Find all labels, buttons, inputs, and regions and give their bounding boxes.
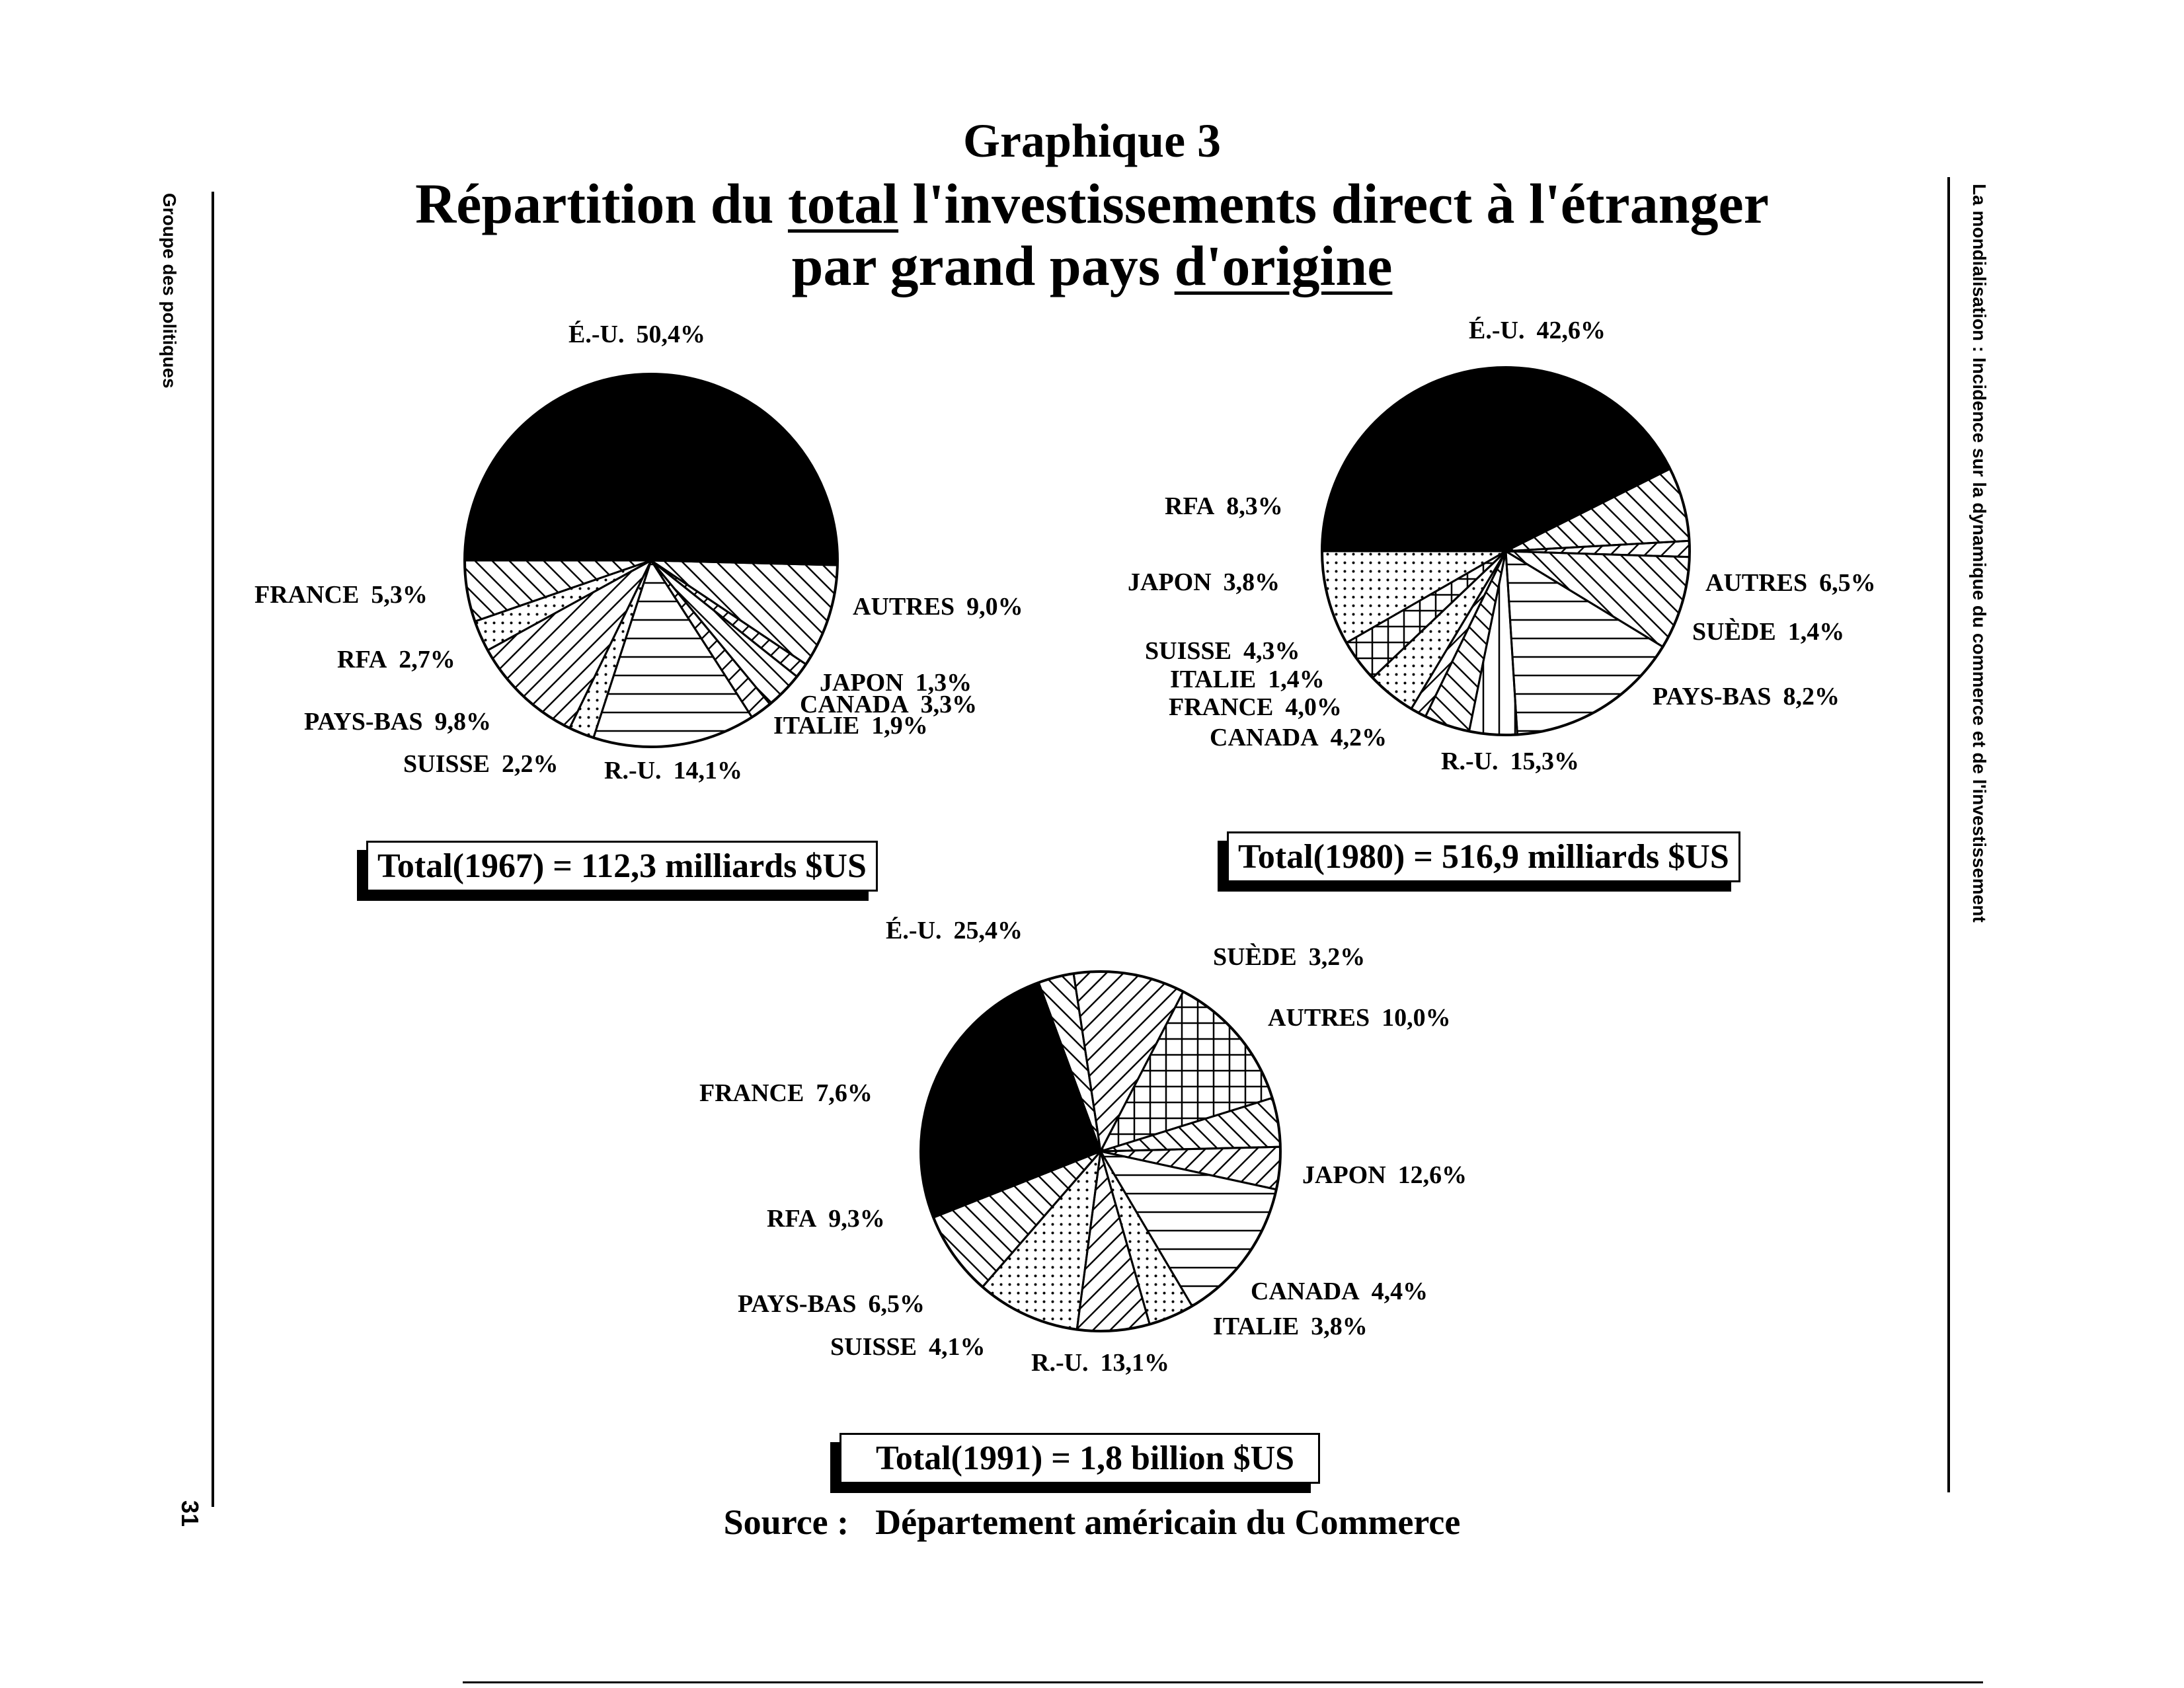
slice-label-value: 4,3%: [1243, 637, 1300, 665]
slice-label-e-u: [568, 321, 705, 348]
pie-slice-e-u: [465, 374, 838, 565]
slice-label-name: RFA: [337, 646, 387, 673]
slice-label-name: RFA: [767, 1205, 817, 1233]
slice-label-value: 15,3%: [1510, 748, 1580, 775]
slice-label-canada: [1210, 724, 1387, 751]
chart-label: Graphique 3: [962, 114, 1222, 167]
slice-label-suede: [1692, 618, 1844, 646]
slice-label-autres: [1268, 1004, 1451, 1032]
slice-label-name: JAPON: [820, 669, 904, 697]
slice-label-value: 1,4%: [1787, 618, 1845, 646]
slice-label-value: 3,8%: [1311, 1313, 1368, 1340]
slice-label-name: ITALIE: [1213, 1313, 1300, 1340]
slice-label-name: AUTRES: [1705, 569, 1808, 597]
slice-label-italie: [1213, 1313, 1368, 1340]
slice-label-name: ITALIE: [1170, 666, 1257, 693]
slice-label-e-u: [1469, 317, 1606, 344]
slice-label-value: 13,1%: [1100, 1349, 1170, 1377]
title-underlined-word: total: [787, 172, 899, 235]
slice-label-value: 10,0%: [1382, 1004, 1451, 1032]
slice-label-value: 8,2%: [1783, 683, 1840, 710]
total-1980-box: Total(1980) = 516,9 milliards $US: [1227, 831, 1740, 882]
total-1967-box: Total(1967) = 112,3 milliards $US: [366, 841, 878, 892]
slice-label-name: JAPON: [1128, 568, 1212, 596]
slice-label-suisse: [403, 750, 558, 778]
slice-label-value: 4,1%: [928, 1333, 986, 1361]
slice-label-value: 1,3%: [915, 669, 972, 697]
pie-chart-1: [254, 321, 1023, 785]
slice-label-value: 12,6%: [1397, 1161, 1467, 1189]
slice-label-pays-bas: [738, 1290, 925, 1318]
slice-label-canada: [1251, 1278, 1428, 1305]
slice-label-name: FRANCE: [699, 1079, 804, 1107]
slice-label-france: [1169, 693, 1342, 721]
slice-label-france: [254, 581, 428, 609]
slice-label-value: 4,4%: [1371, 1278, 1428, 1305]
slice-label-value: 6,5%: [868, 1290, 925, 1318]
slice-label-name: É.-U.: [886, 917, 942, 944]
slice-label-name: RFA: [1165, 492, 1215, 520]
slice-label-name: R.-U.: [1441, 748, 1499, 775]
slice-label-name: PAYS-BAS: [1653, 683, 1772, 710]
pie-chart-2: [1128, 317, 1876, 775]
slice-label-value: 1,4%: [1268, 666, 1325, 693]
title-text: l'investissements direct à l'étranger: [898, 172, 1769, 235]
slice-label-pays-bas: [1653, 683, 1840, 710]
slice-label-value: 4,0%: [1285, 693, 1342, 721]
slice-label-value: 2,7%: [399, 646, 455, 673]
slice-label-value: 6,5%: [1819, 569, 1876, 597]
slice-label-name: SUÈDE: [1692, 618, 1776, 646]
source-note: [0, 1502, 2184, 1543]
pie-chart-3: [699, 917, 1467, 1377]
slice-label-value: 9,8%: [434, 708, 491, 736]
slice-label-name: SUISSE: [403, 750, 490, 778]
slice-label-rfa: [1165, 492, 1283, 520]
slice-label-name: AUTRES: [853, 593, 955, 621]
slice-label-value: 3,8%: [1223, 568, 1280, 596]
slice-label-r-u: [1441, 748, 1579, 775]
slice-label-name: CANADA: [1251, 1278, 1360, 1305]
page-number: 31: [176, 1500, 204, 1527]
slice-label-name: PAYS-BAS: [304, 708, 423, 736]
slice-label-name: ITALIE: [773, 712, 860, 740]
slice-label-italie: [1170, 666, 1325, 693]
slice-label-name: SUISSE: [830, 1333, 917, 1361]
slice-label-value: 9,0%: [966, 593, 1023, 621]
slice-label-suisse: [830, 1333, 985, 1361]
slice-label-name: É.-U.: [568, 321, 625, 348]
slice-label-name: AUTRES: [1268, 1004, 1370, 1032]
slice-label-value: 25,4%: [953, 917, 1023, 944]
sidebar-right-text: La mondialisation : Incidence sur la dynamique du commerce et de l'investissement: [1969, 184, 1990, 923]
slice-label-name: É.-U.: [1469, 317, 1525, 344]
slice-label-value: 50,4%: [636, 321, 705, 348]
title-underlined-word: d'origine: [1174, 234, 1393, 297]
slice-label-r-u: [1031, 1349, 1169, 1377]
slice-label-suisse: [1145, 637, 1300, 665]
slice-label-suede: [1213, 943, 1365, 971]
slice-label-italie: [773, 712, 928, 740]
slice-label-value: 7,6%: [816, 1079, 873, 1107]
sidebar-left-text: Groupe des politiques: [159, 193, 180, 389]
slice-label-name: SUÈDE: [1213, 943, 1297, 971]
slice-label-name: FRANCE: [254, 581, 360, 609]
slice-label-name: PAYS-BAS: [738, 1290, 857, 1318]
slice-label-japon: [1302, 1161, 1467, 1189]
slice-label-value: 14,1%: [673, 757, 743, 785]
slice-label-rfa: [767, 1205, 885, 1233]
slice-label-autres: [853, 593, 1023, 621]
slice-label-value: 1,9%: [871, 712, 928, 740]
slice-label-autres: [1705, 569, 1876, 597]
slice-label-name: CANADA: [800, 691, 909, 718]
slice-label-name: CANADA: [1210, 724, 1319, 751]
source-text: Département américain du Commerce: [875, 1502, 1461, 1542]
slice-label-value: 3,2%: [1308, 943, 1366, 971]
slice-label-pays-bas: [304, 708, 491, 736]
slice-label-e-u: [886, 917, 1023, 944]
slice-label-name: JAPON: [1302, 1161, 1386, 1189]
slice-label-value: 3,3%: [920, 691, 978, 718]
slice-label-value: 5,3%: [371, 581, 428, 609]
source-label: Source :: [723, 1502, 849, 1542]
slice-label-value: 42,6%: [1536, 317, 1606, 344]
slice-label-rfa: [337, 646, 455, 673]
slice-label-value: 2,2%: [501, 750, 559, 778]
slice-label-r-u: [604, 757, 742, 785]
slice-label-japon: [1128, 568, 1280, 596]
slice-label-value: 9,3%: [828, 1205, 885, 1233]
slice-label-france: [699, 1079, 873, 1107]
slice-label-value: 8,3%: [1226, 492, 1283, 520]
slice-label-name: R.-U.: [604, 757, 662, 785]
total-1991-box: Total(1991) = 1,8 billion $US: [839, 1433, 1320, 1484]
title-text: Répartition du: [415, 172, 788, 235]
slice-label-value: 4,2%: [1330, 724, 1387, 751]
slice-label-name: FRANCE: [1169, 693, 1274, 721]
title-text: par grand pays: [791, 234, 1175, 297]
slice-label-name: SUISSE: [1145, 637, 1231, 665]
slice-label-name: R.-U.: [1031, 1349, 1089, 1377]
